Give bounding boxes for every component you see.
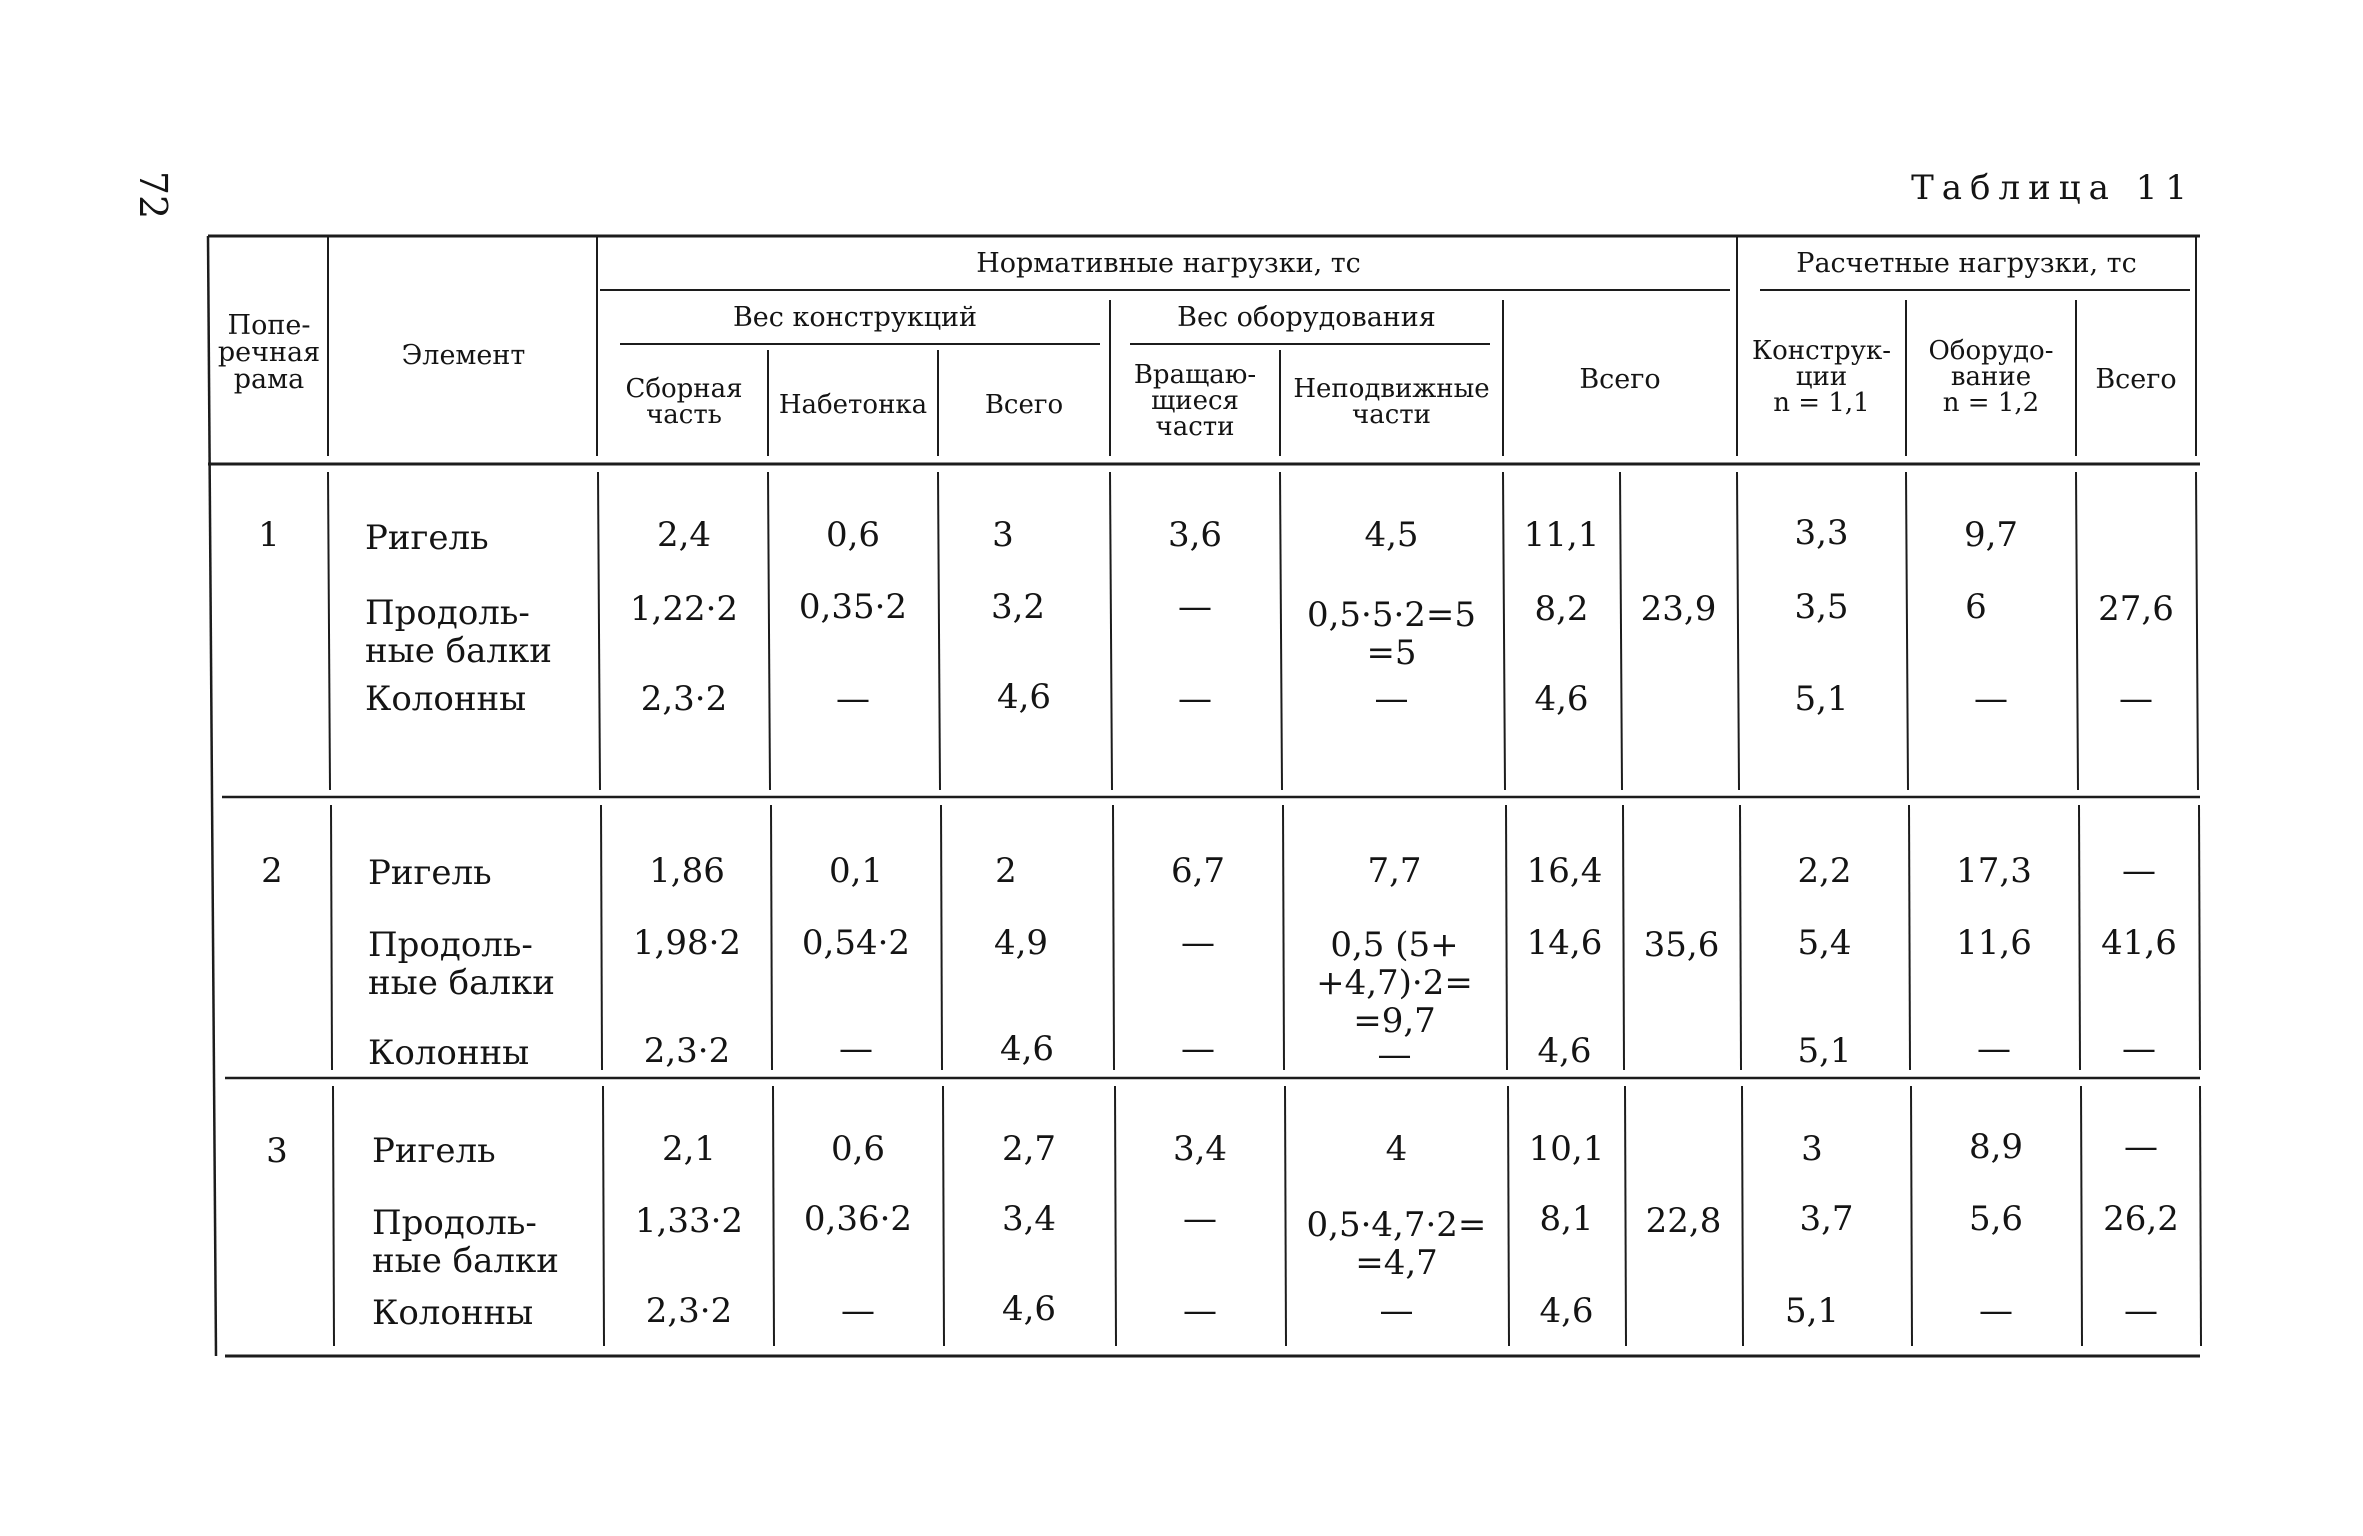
cell-sbornaya: 2,3·2: [640, 679, 728, 719]
cell-nabetonka: 0,35·2: [798, 587, 908, 627]
cell-group-total: 35,6: [1643, 925, 1720, 965]
cell-total-rasch: —: [2124, 1127, 2158, 1167]
cell-vrashch: —: [1183, 1291, 1217, 1331]
cell-sbornaya: 2,3·2: [645, 1291, 733, 1331]
cell-nepodv: 4,5: [1364, 515, 1419, 555]
cell-nepodv: 4: [1385, 1129, 1408, 1169]
cell-total-rasch: —: [2124, 1291, 2158, 1331]
cell-sum: 10,1: [1528, 1129, 1605, 1169]
cell-sum: 8,2: [1534, 589, 1589, 629]
cell-sbornaya: 2,1: [661, 1129, 717, 1169]
cell-sbornaya: 2,3·2: [643, 1031, 731, 1071]
header-ves-konstrukciy: Вес конструкций: [732, 302, 978, 333]
cell-total-rasch: —: [2122, 851, 2156, 891]
element-name: Колонны: [372, 1293, 534, 1333]
cell-konstrukcii: 3,7: [1799, 1199, 1854, 1239]
cell-konstrukcii: 5,1: [1794, 679, 1849, 719]
page-number: 72: [131, 170, 175, 220]
cell-sum: 4,6: [1534, 679, 1589, 719]
cell-vsego-konstr: 4,6: [999, 1029, 1055, 1069]
header-nabetonka: Набетонка: [778, 390, 928, 420]
cell-konstrukcii: 2,2: [1797, 851, 1852, 891]
cell-nabetonka: 0,6: [830, 1129, 886, 1169]
cell-nabetonka: —: [836, 679, 870, 719]
cell-vsego-konstr: 4,9: [993, 923, 1049, 963]
cell-sum: 4,6: [1537, 1031, 1592, 1071]
cell-sum: 11,1: [1523, 515, 1600, 555]
cell-vsego-konstr: 3,2: [990, 587, 1046, 627]
cell-nabetonka: 0,54·2: [801, 923, 911, 963]
cell-total-rasch: —: [2119, 679, 2153, 719]
cell-sbornaya: 1,33·2: [634, 1201, 744, 1241]
cell-sbornaya: 2,4: [656, 515, 712, 555]
cell-nepodv: 0,5 (5+ +4,7)·2= =9,7: [1316, 925, 1473, 1041]
element-name: Колонны: [365, 679, 527, 719]
cell-konstrukcii: 3,5: [1794, 587, 1849, 627]
cell-vrashch: —: [1183, 1199, 1217, 1239]
cell-oborudovanie: —: [1979, 1291, 2013, 1331]
cell-oborudovanie: —: [1974, 679, 2008, 719]
cell-vsego-konstr: 4,6: [1001, 1289, 1057, 1329]
cell-vrashch: 6,7: [1170, 851, 1226, 891]
cell-total-rasch: 27,6: [2098, 589, 2174, 629]
rama-number: 2: [261, 851, 283, 891]
element-name: Ригель: [372, 1131, 496, 1171]
cell-oborudovanie: 11,6: [1956, 923, 2032, 963]
cell-nabetonka: —: [841, 1291, 875, 1331]
cell-vrashch: 3,6: [1167, 515, 1223, 555]
cell-nepodv: —: [1377, 1035, 1412, 1075]
rama-number: 3: [266, 1131, 288, 1171]
header-oborudovanie: Оборудо- вание n = 1,2: [1928, 336, 2054, 418]
cell-group-total: 22,8: [1645, 1201, 1722, 1241]
cell-total-rasch: —: [2122, 1029, 2156, 1069]
header-ves-oborudovaniya: Вес оборудования: [1177, 302, 1436, 333]
cell-konstrukcii: 3,3: [1794, 513, 1849, 553]
cell-vrashch: —: [1181, 923, 1215, 963]
cell-nabetonka: —: [839, 1029, 873, 1069]
cell-oborudovanie: 5,6: [1968, 1199, 2024, 1239]
element-name: Колонны: [368, 1033, 530, 1073]
header-sbornaya: Сборная часть: [625, 374, 743, 430]
cell-nepodv: 0,5·4,7·2= =4,7: [1306, 1205, 1487, 1283]
cell-konstrukcii: 3: [1801, 1129, 1823, 1169]
cell-sum: 16,4: [1526, 851, 1603, 891]
cell-sbornaya: 1,86: [649, 851, 725, 891]
cell-konstrukcii: 5,1: [1797, 1031, 1852, 1071]
cell-oborudovanie: 6: [1965, 587, 1987, 627]
cell-group-total: 23,9: [1640, 589, 1717, 629]
cell-nepodv: 0,5·5·2=5 =5: [1306, 595, 1477, 673]
header-nepodv: Неподвижные части: [1293, 374, 1490, 430]
cell-nepodv: 7,7: [1367, 851, 1422, 891]
cell-total-rasch: 26,2: [2103, 1199, 2179, 1239]
header-raschetnye: Расчетные нагрузки, тс: [1796, 248, 2137, 279]
cell-konstrukcii: 5,4: [1797, 923, 1852, 963]
cell-total-rasch: 41,6: [2101, 923, 2177, 963]
cell-vsego-konstr: 4,6: [996, 677, 1052, 717]
cell-vrashch: —: [1178, 679, 1212, 719]
cell-oborudovanie: 8,9: [1968, 1127, 2024, 1167]
header-vsego-rasch: Всего: [2095, 364, 2177, 395]
element-name: Ригель: [368, 853, 492, 893]
cell-nepodv: —: [1374, 679, 1409, 719]
element-name: Продоль- ные балки: [365, 593, 552, 671]
header-normative: Нормативные нагрузки, тс: [976, 248, 1361, 279]
cell-sum: 4,6: [1539, 1291, 1594, 1331]
cell-nabetonka: 0,36·2: [803, 1199, 913, 1239]
cell-sbornaya: 1,98·2: [632, 923, 742, 963]
table-caption: Таблица 11: [1911, 168, 2195, 208]
cell-vrashch: 3,4: [1172, 1129, 1228, 1169]
rama-number: 1: [258, 515, 280, 555]
cell-sbornaya: 1,22·2: [629, 589, 739, 629]
cell-oborudovanie: 17,3: [1956, 851, 2032, 891]
cell-sum: 8,1: [1539, 1199, 1594, 1239]
cell-vsego-konstr: 3,4: [1001, 1199, 1057, 1239]
cell-vsego-konstr: 3: [992, 515, 1014, 555]
cell-oborudovanie: 9,7: [1963, 515, 2019, 555]
header-konstrukcii: Конструк- ции n = 1,1: [1751, 336, 1892, 418]
cell-konstrukcii: 5,1: [1784, 1291, 1840, 1331]
header-vsego-norm: Всего: [1579, 364, 1661, 395]
cell-nabetonka: 0,1: [828, 851, 884, 891]
cell-sum: 14,6: [1526, 923, 1603, 963]
header-element: Элемент: [401, 340, 526, 371]
header-vrashch: Вращаю- щиеся части: [1133, 360, 1257, 442]
cell-nabetonka: 0,6: [825, 515, 881, 555]
cell-oborudovanie: —: [1977, 1029, 2011, 1069]
element-name: Ригель: [365, 518, 489, 558]
cell-nepodv: —: [1379, 1291, 1414, 1331]
header-rama: Попе- речная рама: [217, 310, 321, 395]
cell-vsego-konstr: 2: [995, 851, 1017, 891]
element-name: Продоль- ные балки: [372, 1203, 559, 1281]
cell-vrashch: —: [1181, 1029, 1215, 1069]
header-vsego-konstr: Всего: [984, 390, 1064, 420]
cell-vrashch: —: [1178, 587, 1212, 627]
element-name: Продоль- ные балки: [368, 925, 555, 1003]
cell-vsego-konstr: 2,7: [1001, 1129, 1057, 1169]
